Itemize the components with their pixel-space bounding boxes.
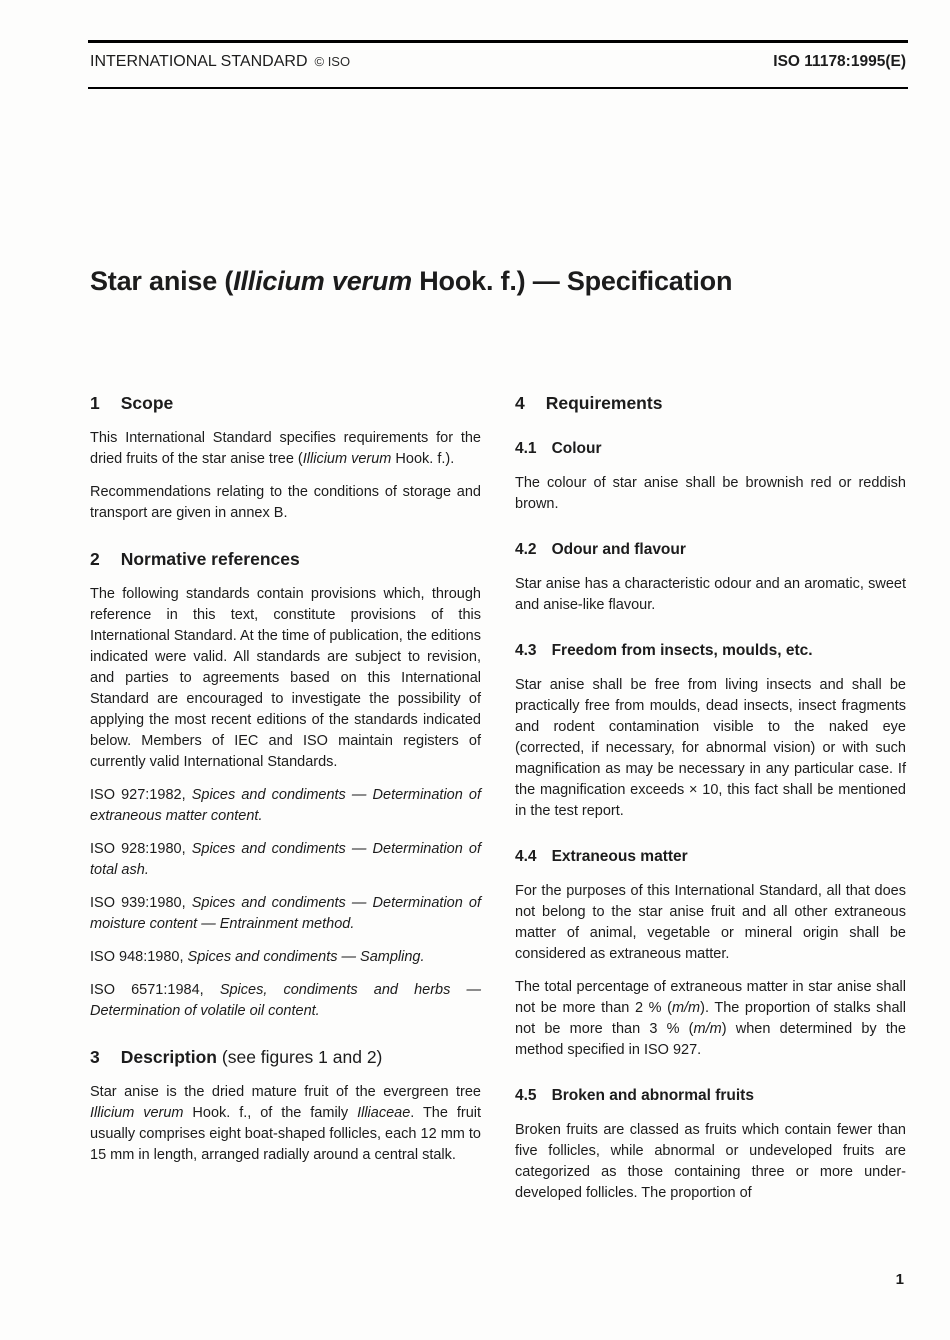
text-run: . The fruit usually comprises eight boat-shaped follicles, each 12 mm to 15 mm in length, arranged radially around a central stalk. xyxy=(90,1105,482,1163)
section-heading xyxy=(90,1046,481,1068)
text-run: Hook. f.). xyxy=(391,451,455,467)
section-number: 4.1 xyxy=(515,440,537,457)
italic-text-run: Illicium verum xyxy=(302,451,392,467)
section-heading xyxy=(90,548,481,570)
text-run: ISO 927:1982, xyxy=(90,787,192,803)
section-heading xyxy=(515,439,906,459)
text-run: ). The proportion of stalks shall not be more than 3 % ( xyxy=(515,1000,907,1037)
section-number: 3 xyxy=(90,1047,100,1067)
paragraph xyxy=(90,947,481,968)
page-number: 1 xyxy=(895,1271,904,1288)
text-run: Colour xyxy=(551,440,602,457)
italic-text-run: Spices and condiments — Determination of moisture content — Entrainment method. xyxy=(90,895,481,932)
text-run: Normative references xyxy=(120,549,300,569)
header-left xyxy=(90,53,350,71)
paragraph xyxy=(90,482,481,524)
italic-text-run: Illiaceae xyxy=(357,1105,411,1121)
section-number: 4.2 xyxy=(515,541,537,558)
section-number: 4.4 xyxy=(515,848,537,865)
italic-text-run: Illicium verum xyxy=(90,1105,184,1121)
italic-text-run: Spices and condiments — Determination of total ash. xyxy=(90,841,481,878)
section-heading xyxy=(515,641,906,661)
text-run: Star anise ( xyxy=(90,266,234,296)
paragraph xyxy=(90,893,481,935)
text-run: ISO 939:1980, xyxy=(90,895,192,911)
paragraph xyxy=(90,1082,481,1166)
page-header xyxy=(90,53,906,71)
italic-text-run: m/m xyxy=(671,1000,701,1016)
section-number: 4.5 xyxy=(515,1087,537,1104)
right-column xyxy=(515,392,906,1216)
paragraph xyxy=(515,473,906,515)
text-run: Extraneous matter xyxy=(551,848,688,865)
text-run: Scope xyxy=(120,393,174,413)
text-run: Hook. f.) — Specification xyxy=(411,266,733,296)
section-heading xyxy=(515,392,906,414)
text-run: (see figures 1 and 2) xyxy=(217,1047,383,1067)
italic-text-run: Spices and condiments — Determination of extraneous matter content. xyxy=(90,787,481,824)
italic-text-run: m/m xyxy=(693,1021,722,1037)
paragraph xyxy=(90,839,481,881)
section-heading xyxy=(515,1086,906,1106)
section-heading xyxy=(90,392,481,414)
text-run: ) when determined by the method specified in ISO 927. xyxy=(515,1021,906,1058)
text-run: The following standards contain provisions which, through reference in this text, constitute provisions of this International Standard. At the time of publication, the editions indicated were valid. All standards are subject to revision, and parties to agreements based on this International Standard are encouraged to investigate the possibility of applying the most recent editions of the standards indicated below. Members of IEC and ISO maintain registers of currently valid International Standards. xyxy=(90,586,481,770)
text-run: The total percentage of extraneous matter in star anise shall not be more than 2 % ( xyxy=(515,979,906,1016)
two-column-body xyxy=(90,392,906,1216)
text-run: Freedom from insects, moulds, etc. xyxy=(551,642,813,659)
paragraph xyxy=(515,1120,906,1204)
paragraph xyxy=(515,881,906,965)
text-run: Star anise has a characteristic odour and an aromatic, sweet and anise-like flavour. xyxy=(515,576,906,613)
paragraph xyxy=(515,574,906,616)
text-run: Recommendations relating to the conditions of storage and transport are given in annex B. xyxy=(90,484,481,521)
text-run: Star anise shall be free from living insects and shall be practically free from moulds, dead insects, insect fragments and rodent contamination visible to the naked eye (corrected, if necessary, for abnormal vision) or with such magnification as may be necessary in any particular case. If the magnification exceeds × 10, this fact shall be mentioned in the test report. xyxy=(515,677,906,819)
text-run: Requirements xyxy=(545,393,663,413)
section-heading xyxy=(515,847,906,867)
header-bottom-rule xyxy=(88,87,908,89)
document-title xyxy=(90,266,906,297)
paragraph xyxy=(90,785,481,827)
text-run: Broken fruits are classed as fruits which contain fewer than five follicles, while abnormal or undeveloped fruits are categorized as those containing three or more under-developed follicles. The proportion of xyxy=(515,1122,906,1201)
text-run: ISO 6571:1984, xyxy=(90,982,220,998)
section-number: 2 xyxy=(90,549,100,569)
text-run: For the purposes of this International Standard, all that does not belong to the star anise fruit and all other extraneous matter of animal, vegetable or mineral origin shall be considered as extraneous matter. xyxy=(515,883,906,962)
document-reference: ISO 11178:1995(E) xyxy=(773,53,906,70)
text-run: This International Standard specifies requirements for the dried fruits of the star anise tree ( xyxy=(90,430,481,467)
text-run: Hook. f., of the family xyxy=(183,1105,358,1121)
section-heading xyxy=(515,540,906,560)
text-run: ISO 948:1980, xyxy=(90,949,188,965)
text-run: ISO 928:1980, xyxy=(90,841,192,857)
text-run: Description xyxy=(120,1047,218,1067)
standard-label: INTERNATIONAL STANDARD xyxy=(90,53,308,70)
copyright-notice: © ISO xyxy=(314,54,351,69)
paragraph xyxy=(515,675,906,822)
section-number: 4 xyxy=(515,393,525,413)
italic-text-run: Spices, condiments and herbs — Determination of volatile oil content. xyxy=(90,982,481,1019)
section-number: 1 xyxy=(90,393,100,413)
paragraph xyxy=(90,428,481,470)
header-top-rule xyxy=(88,40,908,43)
left-column xyxy=(90,392,481,1178)
paragraph xyxy=(90,980,481,1022)
paragraph xyxy=(90,584,481,773)
section-number: 4.3 xyxy=(515,642,537,659)
italic-text-run: Illicium verum xyxy=(233,266,412,296)
text-run: Star anise is the dried mature fruit of the evergreen tree xyxy=(90,1084,481,1100)
italic-text-run: Spices and condiments — Sampling. xyxy=(187,949,425,965)
paragraph xyxy=(515,977,906,1061)
text-run: Broken and abnormal fruits xyxy=(551,1087,754,1104)
text-run: The colour of star anise shall be brownish red or reddish brown. xyxy=(515,475,906,512)
text-run: Odour and flavour xyxy=(551,541,686,558)
